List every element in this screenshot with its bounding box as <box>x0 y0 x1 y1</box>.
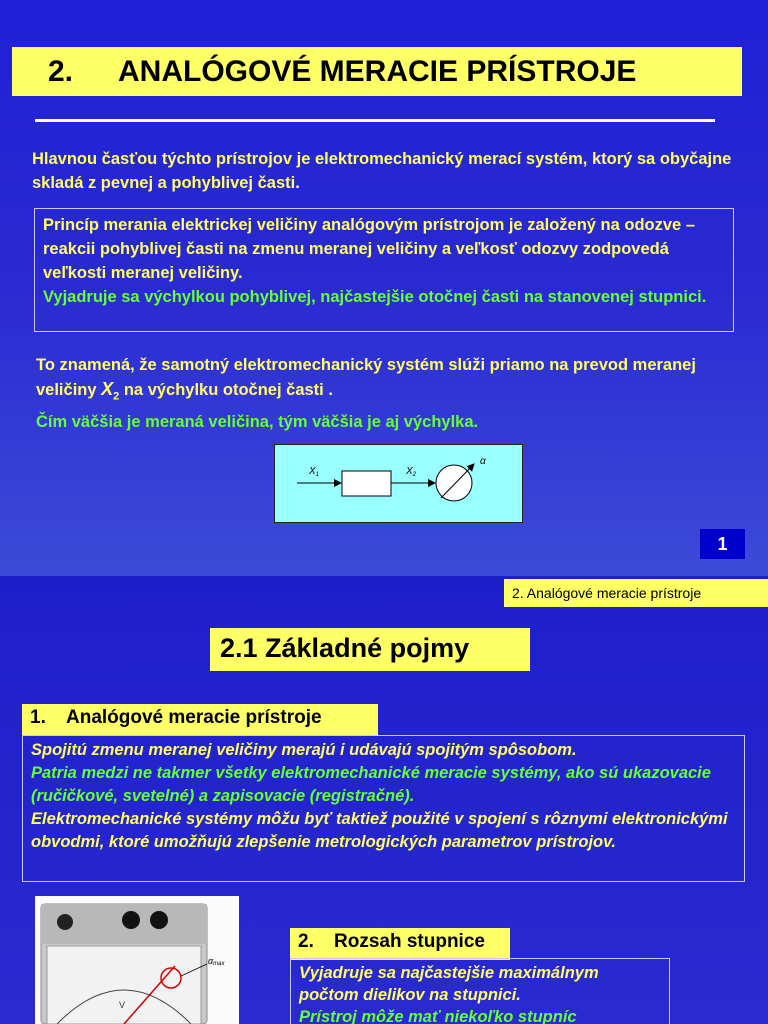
meter-symbol <box>436 465 472 501</box>
s1-line-1: Spojitú zmenu meranej veličiny merajú i udávajú spojitým spôsobom. <box>31 741 577 759</box>
section-2-box <box>290 958 670 1024</box>
meter-photo <box>35 896 239 1024</box>
meaning-variable-sub: 2 <box>113 390 120 403</box>
principle-text: Princíp merania elektrickej veličiny analógovým prístrojom je založený na odozve – reakcii pohyblivej časti na zmenu meranej veličiny a veľkosť odozvy zodpovedá veľkosti meranej veličiny. <box>43 216 695 282</box>
label-x1: $X_1$ <box>309 466 320 478</box>
slide-title <box>12 47 742 96</box>
section-1-heading <box>22 704 378 736</box>
intro-paragraph: Hlavnou časťou týchto prístrojov je elektromechanický merací systém, ktorý sa obyčajne skladá z pevnej a pohyblivej časti. <box>32 150 732 192</box>
section-title: 2.1 Základné pojmy <box>210 628 530 671</box>
terminal-1 <box>57 914 73 930</box>
label-x2: $X_2$ <box>406 466 417 478</box>
s2-line-2: Prístroj môže mať niekoľko stupníc <box>299 1008 577 1024</box>
meaning-text-b: na výchylku otočnej časti . <box>119 381 333 399</box>
label-alpha: α <box>480 456 486 467</box>
section-1-box <box>22 735 745 882</box>
alpha-max-label: αmax <box>208 956 225 967</box>
section-2-title: Rozsah stupnice <box>334 931 485 952</box>
meaning-green-text: Čím väčšia je meraná veličina, tým väčšia je aj výchylka. <box>36 413 479 432</box>
principle-deflection-text: Vyjadruje sa výchylkou pohyblivej, najčastejšie otočnej časti na stanovenej stupnici. <box>43 288 707 306</box>
block-diagram <box>274 444 523 523</box>
chapter-header: 2. Analógové meracie prístroje <box>504 579 768 607</box>
s2-line-1: Vyjadruje sa najčastejšie maximálnym počtom dielikov na stupnici. <box>299 964 599 1004</box>
section-1-title: Analógové meracie prístroje <box>66 707 322 728</box>
section-2-number: 2. <box>298 931 314 952</box>
title-number: 2. <box>48 55 74 88</box>
terminal-2 <box>122 911 140 929</box>
meter-scale-label: V <box>119 1000 126 1010</box>
meaning-text-a: To znamená, že samotný elektromechanický systém slúži priamo na prevod meranej veličiny <box>36 356 696 399</box>
s1-line-2: Patria medzi ne takmer všetky elektromechanické meracie systémy, ako sú ukazovacie (ručičkové, svetelné) a zapisovacie (registračné). <box>31 764 711 805</box>
section-1-number: 1. <box>30 707 46 728</box>
meaning-variable: X <box>101 379 114 399</box>
principle-box <box>34 208 734 332</box>
meaning-text <box>36 353 746 408</box>
title-text: ANALÓGOVÉ MERACIE PRÍSTROJE <box>118 55 637 88</box>
meter-photo-svg <box>35 896 239 1024</box>
s1-line-3: Elektromechanické systémy môžu byť taktiež použité v spojení s rôznymi elektronickými obvodmi, ktoré umožňujú zlepšenie metrologických parametrov prístrojov. <box>31 810 728 851</box>
terminal-3 <box>150 911 168 929</box>
section-2-heading <box>290 928 510 960</box>
title-divider <box>35 119 715 122</box>
meaning-paragraph <box>36 353 746 434</box>
page-number: 1 <box>700 529 745 559</box>
block-diagram-svg <box>275 445 524 524</box>
transducer-block <box>342 471 391 496</box>
slide-2 <box>0 576 768 1024</box>
